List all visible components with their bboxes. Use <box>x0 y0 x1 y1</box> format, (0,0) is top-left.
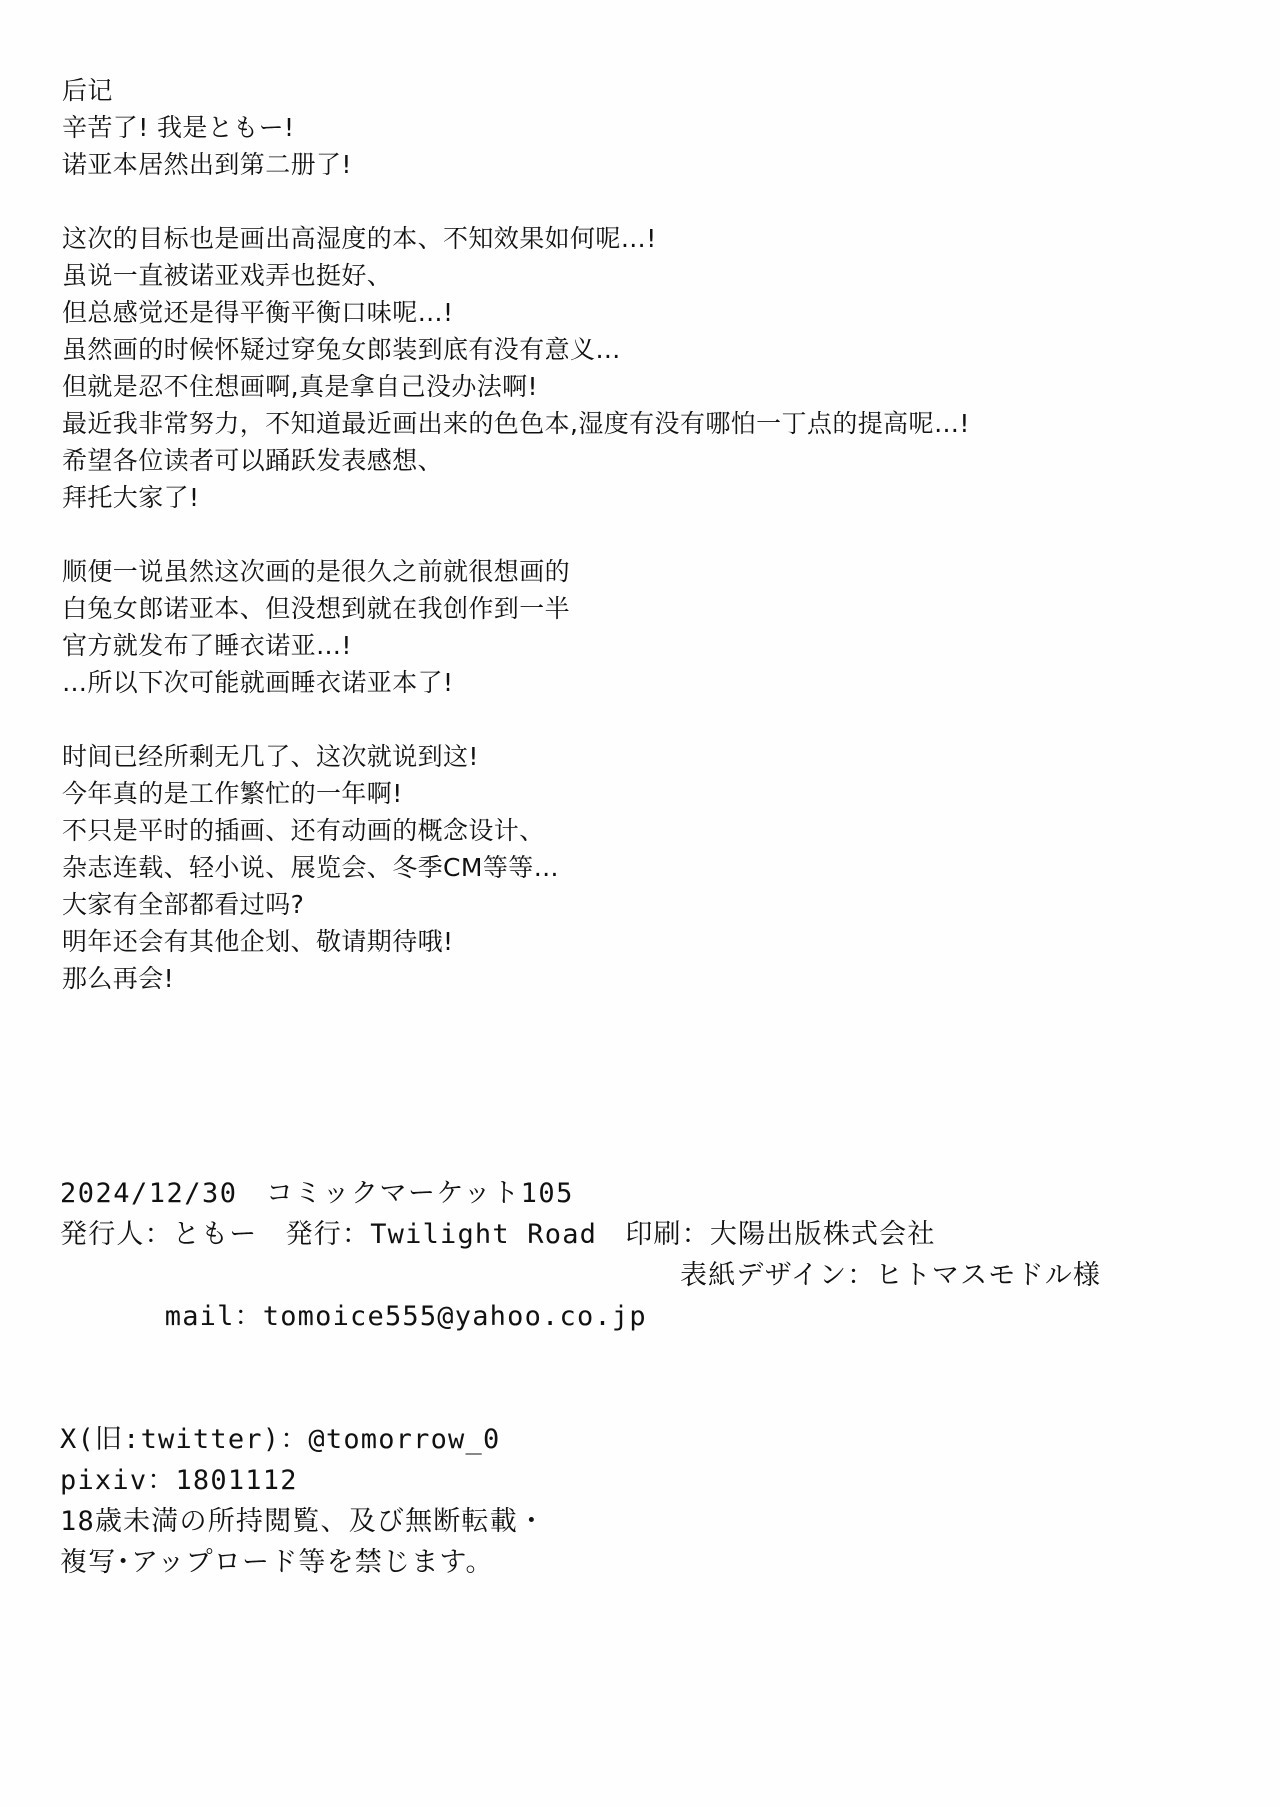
afterword-line: 顺便一说虽然这次画的是很久之前就很想画的 <box>62 557 571 586</box>
afterword-line: 诺亚本居然出到第二册了! <box>62 150 352 179</box>
afterword-spacer <box>62 701 1162 738</box>
afterword-line: 杂志连载、轻小说、展览会、冬季CM等等… <box>62 853 560 882</box>
afterword-line: 官方就发布了睡衣诺亚…! <box>62 631 352 660</box>
colophon-date-event: 2024/12/30 コミックマーケット105 <box>60 1178 574 1209</box>
afterword-line: 希望各位读者可以踊跃发表感想、 <box>62 446 444 475</box>
afterword-line: 那么再会! <box>62 964 175 993</box>
colophon-cover-design: 表紙デザイン：ヒトマスモドル様 <box>680 1260 1102 1291</box>
afterword-line: …所以下次可能就画睡衣诺亚本了! <box>62 668 454 697</box>
afterword-line: 辛苦了! 我是ともー! <box>62 113 295 142</box>
afterword-line: 明年还会有其他企划、敬请期待哦! <box>62 927 454 956</box>
colophon-twitter: X(旧:twitter)：@tomorrow_0 <box>60 1424 501 1455</box>
colophon-notice-line-1: 18歳未満の所持閲覧、及び無断転載・ <box>60 1506 547 1537</box>
colophon-publisher: 発行人：ともー 発行：Twilight Road 印刷：大陽出版株式会社 <box>60 1219 936 1250</box>
afterword-line: 大家有全部都看过吗? <box>62 890 305 919</box>
afterword-spacer <box>62 183 1162 220</box>
afterword-section <box>62 72 1162 997</box>
afterword-line: 虽说一直被诺亚戏弄也挺好、 <box>62 261 393 290</box>
colophon-pixiv: pixiv：1801112 <box>60 1465 298 1496</box>
afterword-line: 拜托大家了! <box>62 483 200 512</box>
afterword-line: 最近我非常努力，不知道最近画出来的色色本,湿度有没有哪怕一丁点的提高呢…! <box>62 409 970 438</box>
colophon-mail: mail：tomoice555@yahoo.co.jp <box>164 1301 647 1332</box>
afterword-spacer <box>62 516 1162 553</box>
afterword-line: 但总感觉还是得平衡平衡口味呢…! <box>62 298 454 327</box>
afterword-line: 但就是忍不住想画啊,真是拿自己没办法啊! <box>62 372 538 401</box>
afterword-line: 今年真的是工作繁忙的一年啊! <box>62 779 403 808</box>
afterword-line: 不只是平时的插画、还有动画的概念设计、 <box>62 816 545 845</box>
afterword-line: 时间已经所剩无几了、这次就说到这! <box>62 742 479 771</box>
afterword-line: 后记 <box>62 76 113 105</box>
afterword-line: 虽然画的时候怀疑过穿兔女郎装到底有没有意义… <box>62 335 621 364</box>
colophon-mail-row <box>60 1255 1220 1419</box>
afterword-line: 这次的目标也是画出高湿度的本、不知效果如何呢…! <box>62 224 657 253</box>
afterword-line: 白兔女郎诺亚本、但没想到就在我创作到一半 <box>62 594 571 623</box>
colophon-notice-line-2: 複写･アップロード等を禁じます。 <box>60 1547 494 1578</box>
colophon-section <box>60 1173 1220 1583</box>
